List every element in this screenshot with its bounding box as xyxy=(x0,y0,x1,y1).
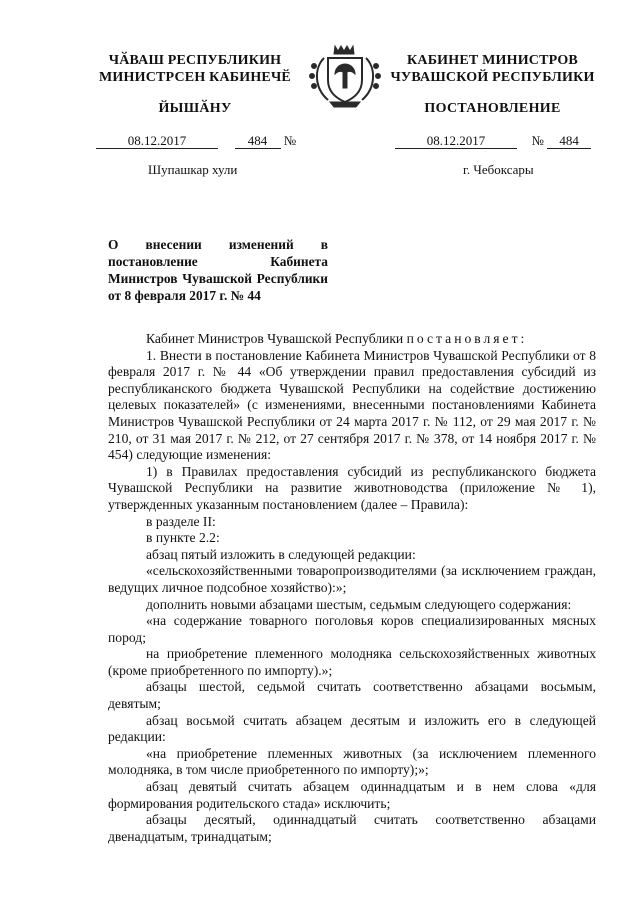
body-paragraph: абзац восьмой считать абзацем десятым и изложить его в следующей редакции: xyxy=(108,712,596,745)
header-left-line2: МИНИСТРСЕН КАБИНЕЧӖ xyxy=(99,70,291,85)
place-right: г. Чебоксары xyxy=(463,162,534,177)
body-paragraph: абзац пятый изложить в следующей редакции: xyxy=(146,546,416,562)
body-paragraph: абзацы десятый, одиннадцатый считать соответственно абзацами двенадцатым, тринадцатым; xyxy=(108,812,596,844)
date-right: 08.12.2017 xyxy=(395,134,517,149)
chuvash-emblem-icon xyxy=(308,44,382,110)
body-paragraph: дополнить новыми абзацами шестым, седьмым следующего содержания: xyxy=(146,596,572,612)
emblem-left-wreath-icon xyxy=(317,58,328,100)
body-paragraph: «сельскохозяйственными товаропроизводителями (за исключением граждан, ведущих личное подсобное хозяйство):»; xyxy=(108,563,596,595)
number-line-left xyxy=(96,133,296,149)
emblem-crown-icon xyxy=(334,46,354,54)
date-left: 08.12.2017 xyxy=(96,134,218,149)
body-paragraph: 1) в Правилах предоставления субсидий из республиканского бюджета Чувашской Республики на развитие животноводства (приложение № 1), утвержденных указанным постановлением (далее – Правила): xyxy=(108,463,596,512)
body-paragraph: абзац девятый считать абзацем одиннадцатым и в нем слова «для формирования родительского стада» исключить; xyxy=(108,779,596,811)
number-left: 484 xyxy=(235,134,281,149)
number-line-right xyxy=(395,133,591,149)
number-sign-left: № xyxy=(283,133,297,148)
emblem-right-wreath-icon xyxy=(362,58,373,100)
header-right-line2: ЧУВАШСКОЙ РЕСПУБЛИКИ xyxy=(390,70,595,85)
body-paragraph: 1. Внести в постановление Кабинета Министров Чувашской Республики от 8 февраля 2017 г. № 44 «Об утверждении правил предоставления субсидий из республиканского бюджета Чувашской Республики на содействие достижению целевых показателей» (с изменениями, внесенными постановлениями Кабинета Министров Чувашской Республики от 24 марта 2017 г. № 112, от 29 мая 2017 г. № 210, от 31 мая 2017 г. № 212, от 27 сентября 2017 г. № 378, от 14 ноября 2017 г. № 454) следующие изменения: xyxy=(108,347,596,463)
number-sign-right: № xyxy=(531,133,544,148)
intro-paragraph: Кабинет Министров Чувашской Республики постановляет: xyxy=(146,331,528,346)
doc-type-left: ЙЫШӐНУ xyxy=(158,101,232,116)
header-left-line1: ЧӐВАШ РЕСПУБЛИКИН xyxy=(108,53,282,68)
body-paragraph: «на содержание товарного поголовья коров специализированных мясных пород; xyxy=(108,613,596,645)
place-left: Шупашкар хули xyxy=(148,162,238,177)
header-left xyxy=(95,52,295,86)
body-paragraph: в разделе II: xyxy=(146,513,216,529)
header-right xyxy=(385,52,600,86)
doc-type-right: ПОСТАНОВЛЕНИЕ xyxy=(424,101,561,116)
body-paragraph: на приобретение племенного молодняка сельскохозяйственных животных (кроме приобретенного по импорту).»; xyxy=(108,646,596,678)
number-right: 484 xyxy=(547,134,591,149)
body-paragraph: в пункте 2.2: xyxy=(146,530,220,546)
body-paragraph: «на приобретение племенных животных (за исключением племенного молодняка, в том числе приобретенного по импорту);»; xyxy=(108,745,596,778)
document-body xyxy=(108,331,596,845)
emblem-tree-icon xyxy=(335,64,355,88)
body-paragraph: абзацы шестой, седьмой считать соответственно абзацами восьмым, девятым; xyxy=(108,679,596,712)
document-subject: О внесении изменений в постановление Кабинета Министров Чувашской Республики от 8 февраля 2017 г. № 44 xyxy=(108,237,328,303)
header-right-line1: КАБИНЕТ МИНИСТРОВ xyxy=(407,53,578,68)
